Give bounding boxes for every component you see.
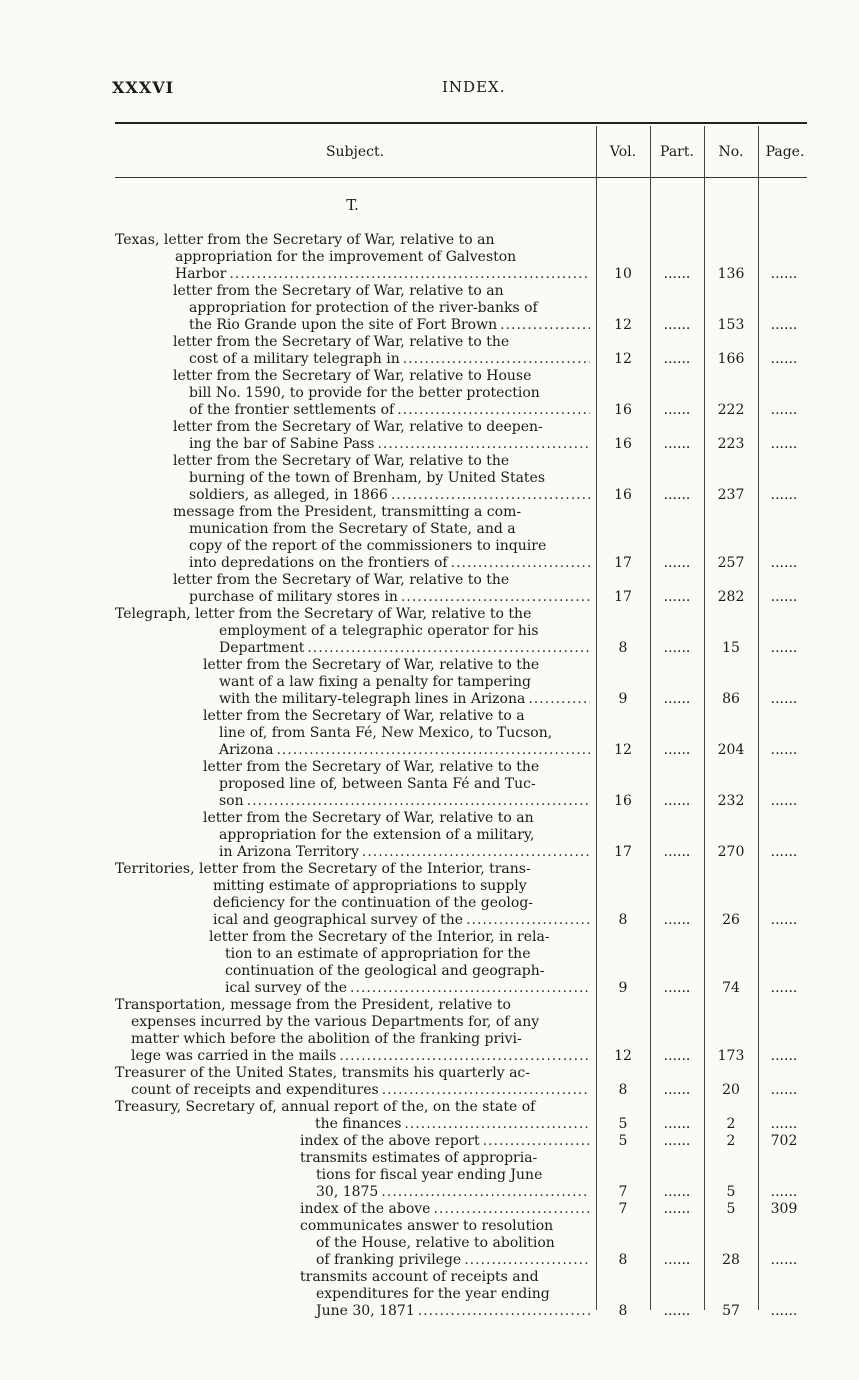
subject-line — [300, 1269, 590, 1286]
entry-vol: 10 — [614, 266, 632, 282]
subject-line — [203, 742, 590, 759]
subject-text: the Rio Grande upon the site of Fort Brown — [189, 317, 498, 333]
leader-dots — [403, 351, 590, 368]
subject-text: purchase of military stores in — [189, 589, 398, 605]
subject-text: ical survey of the — [225, 980, 348, 996]
entry-vol: 8 — [618, 1252, 628, 1268]
column-header-part: Part. — [660, 144, 694, 160]
subject-line — [300, 1252, 590, 1269]
entry-number: 166 — [717, 351, 745, 367]
subject-line — [173, 351, 590, 368]
subject-line — [173, 555, 590, 572]
entry-subject — [115, 1065, 590, 1099]
entry-number: 204 — [717, 742, 745, 758]
subject-line — [173, 487, 590, 504]
subject-text: into depredations on the frontiers of — [189, 555, 448, 571]
subject-text: letter from the Secretary of War, relative to House — [173, 368, 532, 384]
subject-line — [300, 1167, 590, 1184]
entry-subject — [115, 861, 590, 929]
running-title: INDEX. — [442, 78, 506, 96]
subject-text: letter from the Secretary of War, relative to the — [173, 334, 510, 350]
entry-part: ...... — [663, 436, 691, 452]
subject-line — [115, 1082, 590, 1099]
entry-subject — [115, 232, 590, 283]
entry-number: 282 — [717, 589, 745, 605]
subject-line — [115, 623, 590, 640]
entry-number: 173 — [717, 1048, 745, 1064]
subject-text: in Arizona Territory — [219, 844, 359, 860]
entry-part: ...... — [663, 1201, 691, 1217]
entry-number: 257 — [717, 555, 745, 571]
entry-part: ...... — [663, 351, 691, 367]
entry-part: ...... — [663, 691, 691, 707]
subject-line — [115, 1065, 590, 1082]
leader-dots — [362, 844, 590, 861]
entry-part: ...... — [663, 1133, 691, 1149]
subject-line — [115, 1048, 590, 1065]
leader-dots — [276, 742, 590, 759]
entry-number: 20 — [722, 1082, 740, 1098]
entry-subject — [115, 997, 590, 1065]
entry-vol: 7 — [618, 1201, 628, 1217]
entry-subject — [173, 334, 590, 368]
entry-part: ...... — [663, 555, 691, 571]
entry-subject — [173, 368, 590, 419]
entry-subject — [173, 283, 590, 334]
column-header-no: No. — [718, 144, 744, 160]
entry-part: ...... — [663, 1184, 691, 1200]
subject-text: count of receipts and expenditures — [131, 1082, 379, 1098]
subject-line — [203, 827, 590, 844]
entry-page: ...... — [770, 555, 798, 571]
entry-page: ...... — [770, 317, 798, 333]
entry-vol: 8 — [618, 912, 628, 928]
entry-vol: 5 — [618, 1116, 628, 1132]
subject-text: letter from the Secretary of War, relative to the — [203, 759, 540, 775]
entry-number: 237 — [717, 487, 745, 503]
subject-text: Territories, letter from the Secretary of the Interior, trans- — [115, 861, 531, 877]
entry-number: 28 — [722, 1252, 740, 1268]
subject-text: communicates answer to resolution — [300, 1218, 554, 1234]
subject-text: appropriation for the extension of a military, — [219, 827, 535, 843]
subject-line — [115, 878, 590, 895]
subject-line — [173, 504, 590, 521]
subject-line — [115, 1031, 590, 1048]
leader-dots — [451, 555, 590, 572]
entry-vol: 12 — [614, 1048, 632, 1064]
entry-part: ...... — [663, 980, 691, 996]
entry-page: 702 — [770, 1133, 798, 1149]
entry-vol: 8 — [618, 1303, 628, 1319]
subject-line — [173, 538, 590, 555]
entry-number: 222 — [717, 402, 745, 418]
subject-text: letter from the Secretary of War, relative to deepen- — [173, 419, 543, 435]
entry-subject — [209, 929, 590, 997]
entry-number: 2 — [726, 1133, 736, 1149]
subject-text: letter from the Secretary of War, relative to a — [203, 708, 525, 724]
entry-number: 2 — [726, 1116, 736, 1132]
column-header-vol: Vol. — [609, 144, 637, 160]
entry-subject — [300, 1269, 590, 1320]
subject-line — [115, 266, 590, 283]
subject-text: bill No. 1590, to provide for the better protection — [189, 385, 540, 401]
subject-text: continuation of the geological and geograph- — [225, 963, 545, 979]
entry-number: 136 — [717, 266, 745, 282]
entry-page: ...... — [770, 589, 798, 605]
subject-line — [173, 470, 590, 487]
subject-line — [300, 1150, 590, 1167]
subject-text: proposed line of, between Santa Fé and Tuc- — [219, 776, 536, 792]
subject-text: the finances — [315, 1116, 402, 1132]
entry-part: ...... — [663, 487, 691, 503]
entry-page: ...... — [770, 436, 798, 452]
entry-part: ...... — [663, 1252, 691, 1268]
leader-dots — [397, 402, 590, 419]
entry-number: 15 — [722, 640, 740, 656]
entry-subject — [300, 1218, 590, 1269]
subject-text: Treasury, Secretary of, annual report of the, on the state of — [115, 1099, 536, 1115]
entry-subject — [173, 572, 590, 606]
entry-part: ...... — [663, 912, 691, 928]
subject-text: Arizona — [219, 742, 274, 758]
subject-text: lege was carried in the mails — [131, 1048, 337, 1064]
subject-text: appropriation for protection of the river-banks of — [189, 300, 538, 316]
leader-dots — [528, 691, 590, 708]
entry-number: 153 — [717, 317, 745, 333]
entry-page: ...... — [770, 640, 798, 656]
leader-dots — [391, 487, 590, 504]
subject-line — [115, 997, 590, 1014]
entry-subject — [203, 810, 590, 861]
entry-page: 309 — [770, 1201, 798, 1217]
subject-line — [203, 759, 590, 776]
entry-vol: 12 — [614, 351, 632, 367]
subject-text: Harbor — [175, 266, 227, 282]
leader-dots — [433, 1201, 590, 1218]
entry-page: ...... — [770, 351, 798, 367]
entry-subject — [203, 759, 590, 810]
section-letter: T. — [346, 196, 359, 214]
entry-vol: 16 — [614, 487, 632, 503]
subject-line — [203, 776, 590, 793]
entry-page: ...... — [770, 844, 798, 860]
column-header-page: Page. — [765, 144, 805, 160]
subject-line — [115, 1116, 590, 1133]
subject-text: transmits account of receipts and — [300, 1269, 539, 1285]
entry-page: ...... — [770, 1048, 798, 1064]
entry-subject — [300, 1150, 590, 1201]
subject-text: employment of a telegraphic operator for his — [219, 623, 539, 639]
subject-line — [173, 402, 590, 419]
subject-line — [115, 861, 590, 878]
subject-text: of the frontier settlements of — [189, 402, 395, 418]
leader-dots — [229, 266, 590, 283]
subject-line — [173, 589, 590, 606]
page-number: XXXVI — [112, 78, 175, 97]
entry-part: ...... — [663, 1303, 691, 1319]
subject-line — [203, 810, 590, 827]
entry-part: ...... — [663, 1082, 691, 1098]
entry-vol: 8 — [618, 640, 628, 656]
subject-text: of franking privilege — [316, 1252, 462, 1268]
entry-subject — [173, 419, 590, 453]
leader-dots — [404, 1116, 590, 1133]
subject-text: expenses incurred by the various Departments for, of any — [131, 1014, 540, 1030]
entry-page: ...... — [770, 1184, 798, 1200]
subject-text: copy of the report of the commissioners to inquire — [189, 538, 547, 554]
entry-subject — [300, 1201, 590, 1218]
entry-vol: 7 — [618, 1184, 628, 1200]
leader-dots — [466, 912, 590, 929]
entry-vol: 16 — [614, 402, 632, 418]
subject-text: tion to an estimate of appropriation for the — [225, 946, 531, 962]
entry-subject — [173, 453, 590, 504]
subject-text: letter from the Secretary of War, relative to the — [173, 572, 510, 588]
leader-dots — [464, 1252, 590, 1269]
subject-line — [173, 436, 590, 453]
entry-page: ...... — [770, 1116, 798, 1132]
leader-dots — [247, 793, 590, 810]
entry-page: ...... — [770, 1252, 798, 1268]
subject-line — [173, 317, 590, 334]
subject-line — [115, 232, 590, 249]
subject-line — [300, 1218, 590, 1235]
subject-line — [203, 844, 590, 861]
subject-line — [115, 249, 590, 266]
index-entries — [115, 0, 807, 1380]
subject-line — [173, 572, 590, 589]
entry-page: ...... — [770, 980, 798, 996]
subject-text: burning of the town of Brenham, by United States — [189, 470, 546, 486]
entry-page: ...... — [770, 487, 798, 503]
subject-text: with the military-telegraph lines in Arizona — [219, 691, 526, 707]
leader-dots — [418, 1303, 590, 1320]
entry-subject — [203, 708, 590, 759]
leader-dots — [500, 317, 590, 334]
subject-line — [203, 657, 590, 674]
entry-page: ...... — [770, 912, 798, 928]
leader-dots — [307, 640, 590, 657]
subject-line — [173, 521, 590, 538]
subject-line — [173, 300, 590, 317]
entry-vol: 9 — [618, 980, 628, 996]
subject-line — [300, 1286, 590, 1303]
subject-line — [203, 708, 590, 725]
entry-vol: 12 — [614, 317, 632, 333]
subject-line — [115, 640, 590, 657]
subject-text: Transportation, message from the President, relative to — [115, 997, 511, 1013]
subject-line — [209, 946, 590, 963]
entry-vol: 8 — [618, 1082, 628, 1098]
subject-text: cost of a military telegraph in — [189, 351, 400, 367]
subject-text: line of, from Santa Fé, New Mexico, to Tucson, — [219, 725, 553, 741]
subject-text: letter from the Secretary of War, relative to the — [203, 657, 540, 673]
subject-text: mitting estimate of appropriations to supply — [213, 878, 527, 894]
subject-line — [173, 419, 590, 436]
subject-line — [173, 368, 590, 385]
entry-page: ...... — [770, 1303, 798, 1319]
subject-text: index of the above report — [300, 1133, 480, 1149]
leader-dots — [381, 1184, 590, 1201]
entry-subject — [173, 504, 590, 572]
subject-line — [300, 1201, 590, 1218]
subject-line — [209, 980, 590, 997]
subject-text: want of a law fixing a penalty for tampering — [219, 674, 531, 690]
entry-subject — [300, 1133, 590, 1150]
subject-line — [300, 1235, 590, 1252]
entry-number: 5 — [726, 1201, 736, 1217]
leader-dots — [382, 1082, 590, 1099]
subject-line — [173, 453, 590, 470]
entry-page: ...... — [770, 691, 798, 707]
entry-vol: 17 — [614, 589, 632, 605]
subject-line — [209, 963, 590, 980]
subject-line — [115, 1099, 590, 1116]
subject-text: appropriation for the improvement of Galveston — [175, 249, 517, 265]
entry-part: ...... — [663, 1116, 691, 1132]
entry-subject — [115, 606, 590, 657]
subject-text: deficiency for the continuation of the geolog- — [213, 895, 534, 911]
entry-page: ...... — [770, 402, 798, 418]
entry-page: ...... — [770, 742, 798, 758]
entry-part: ...... — [663, 589, 691, 605]
entry-part: ...... — [663, 266, 691, 282]
subject-line — [115, 606, 590, 623]
subject-text: letter from the Secretary of War, relative to an — [173, 283, 504, 299]
subject-line — [173, 385, 590, 402]
subject-line — [203, 691, 590, 708]
entry-part: ...... — [663, 317, 691, 333]
entry-subject — [203, 657, 590, 708]
subject-line — [209, 929, 590, 946]
leader-dots — [401, 589, 590, 606]
entry-vol: 16 — [614, 436, 632, 452]
subject-line — [300, 1133, 590, 1150]
subject-line — [115, 1014, 590, 1031]
subject-line — [300, 1303, 590, 1320]
entry-part: ...... — [663, 640, 691, 656]
subject-line — [115, 895, 590, 912]
leader-dots — [483, 1133, 590, 1150]
entry-vol: 17 — [614, 844, 632, 860]
entry-number: 5 — [726, 1184, 736, 1200]
entry-number: 270 — [717, 844, 745, 860]
subject-text: letter from the Secretary of the Interior, in rela- — [209, 929, 550, 945]
subject-text: June 30, 1871 — [316, 1303, 415, 1319]
entry-vol: 12 — [614, 742, 632, 758]
subject-text: Telegraph, letter from the Secretary of War, relative to the — [115, 606, 532, 622]
entry-subject — [115, 1099, 590, 1133]
subject-line — [203, 725, 590, 742]
subject-line — [203, 674, 590, 691]
subject-text: of the House, relative to abolition — [316, 1235, 555, 1251]
subject-line — [173, 334, 590, 351]
leader-dots — [339, 1048, 590, 1065]
column-header-subject: Subject. — [325, 144, 385, 160]
entry-number: 26 — [722, 912, 740, 928]
leader-dots — [350, 980, 590, 997]
entry-vol: 17 — [614, 555, 632, 571]
subject-text: tions for fiscal year ending June — [316, 1167, 543, 1183]
subject-text: 30, 1875 — [316, 1184, 379, 1200]
subject-text: message from the President, transmitting a com- — [173, 504, 522, 520]
entry-part: ...... — [663, 402, 691, 418]
subject-text: transmits estimates of appropria- — [300, 1150, 538, 1166]
entry-vol: 5 — [618, 1133, 628, 1149]
entry-page: ...... — [770, 793, 798, 809]
subject-text: Treasurer of the United States, transmits his quarterly ac- — [115, 1065, 530, 1081]
entry-part: ...... — [663, 742, 691, 758]
subject-text: index of the above — [300, 1201, 431, 1217]
entry-vol: 9 — [618, 691, 628, 707]
subject-text: ing the bar of Sabine Pass — [189, 436, 375, 452]
entry-page: ...... — [770, 1082, 798, 1098]
entry-page: ...... — [770, 266, 798, 282]
entry-number: 86 — [722, 691, 740, 707]
subject-text: son — [219, 793, 244, 809]
subject-line — [203, 793, 590, 810]
subject-text: Texas, letter from the Secretary of War, relative to an — [115, 232, 495, 248]
entry-number: 74 — [722, 980, 740, 996]
subject-text: letter from the Secretary of War, relative to an — [203, 810, 534, 826]
subject-text: munication from the Secretary of State, and a — [189, 521, 516, 537]
subject-line — [300, 1184, 590, 1201]
subject-line — [115, 912, 590, 929]
entry-part: ...... — [663, 793, 691, 809]
subject-text: letter from the Secretary of War, relative to the — [173, 453, 510, 469]
subject-text: ical and geographical survey of the — [213, 912, 464, 928]
entry-part: ...... — [663, 844, 691, 860]
entry-vol: 16 — [614, 793, 632, 809]
entry-part: ...... — [663, 1048, 691, 1064]
subject-text: matter which before the abolition of the franking privi- — [131, 1031, 522, 1047]
leader-dots — [377, 436, 590, 453]
subject-line — [173, 283, 590, 300]
subject-text: expenditures for the year ending — [316, 1286, 550, 1302]
entry-number: 57 — [722, 1303, 740, 1319]
entry-number: 223 — [717, 436, 745, 452]
subject-text: soldiers, as alleged, in 1866 — [189, 487, 388, 503]
subject-text: Department — [219, 640, 305, 656]
entry-number: 232 — [717, 793, 745, 809]
